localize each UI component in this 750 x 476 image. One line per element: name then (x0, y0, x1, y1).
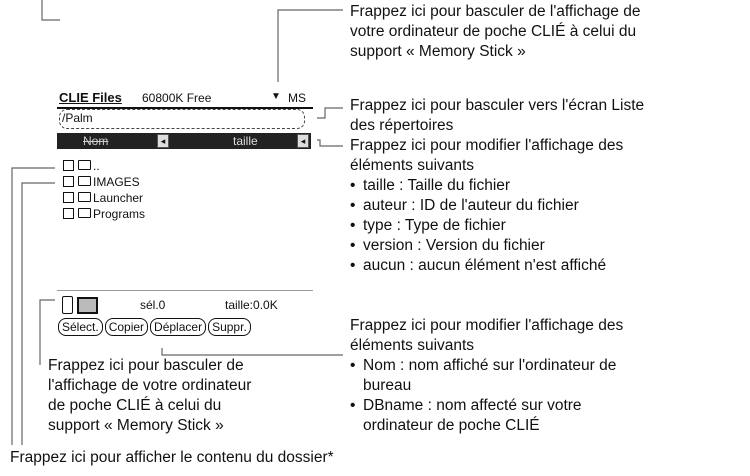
name-column-toggle-button[interactable]: ◂ (157, 134, 169, 148)
annotation-line: éléments suivants (350, 337, 475, 354)
action-button-row (58, 318, 251, 336)
checkbox[interactable] (63, 208, 74, 219)
list-item: • auteur : ID de l'auteur du fichier (350, 196, 623, 216)
name-options-list (350, 356, 623, 436)
list-item-label: .. (93, 159, 100, 173)
annotation-line: éléments suivants (350, 157, 475, 174)
select-button[interactable]: Sélect. (58, 318, 103, 336)
app-title: CLIE Files (59, 90, 122, 105)
annotation-line: de poche CLIÉ à celui du (48, 397, 222, 414)
annotation-line: des répertoires (350, 117, 454, 134)
annotation-line: votre ordinateur de poche CLIÉ à celui du (350, 23, 637, 40)
list-item: ordinateur de poche CLIÉ (363, 417, 540, 434)
list-item[interactable] (63, 190, 143, 206)
annotation-line: Frappez ici pour basculer vers l'écran Liste (350, 97, 645, 114)
clie-files-screen (55, 82, 317, 348)
path-field[interactable]: /Palm (62, 111, 93, 125)
list-item: bureau (363, 377, 412, 394)
move-button[interactable]: Déplacer (150, 318, 206, 336)
annotation-name-options (350, 316, 623, 436)
annotation-line: Frappez ici pour basculer de l'affichage de (350, 3, 641, 20)
checkbox[interactable] (63, 176, 74, 187)
list-item: • taille : Taille du fichier (350, 176, 623, 196)
column-name-header[interactable]: Nom (83, 134, 109, 148)
annotation-media-switch-bottom (48, 356, 251, 436)
handheld-device-icon[interactable] (62, 296, 73, 314)
selection-size: taille:0.0K (225, 298, 278, 312)
leader-ms (278, 10, 343, 88)
list-item-label: Programs (93, 207, 146, 221)
annotation-line: Frappez ici pour modifier l'affichage des (350, 137, 624, 154)
folder-icon (78, 192, 91, 202)
size-column-toggle-button[interactable]: ◂ (297, 134, 309, 148)
column-options-list (350, 176, 623, 276)
annotation-line: l'affichage de votre ordinateur (48, 377, 252, 394)
list-item[interactable] (63, 206, 145, 222)
list-item[interactable] (63, 174, 140, 190)
list-item: • type : Type de fichier (350, 216, 623, 236)
annotation-line: support « Memory Stick » (48, 417, 224, 434)
annotation-line: Frappez ici pour basculer de (48, 357, 244, 374)
delete-button[interactable]: Suppr. (208, 318, 251, 336)
annotation-directory-list (350, 96, 644, 136)
checkbox[interactable] (63, 160, 74, 171)
selection-count: sél.0 (140, 298, 166, 312)
list-item: • aucun : aucun élément n'est affiché (350, 256, 623, 276)
path-field-highlight[interactable] (59, 109, 305, 129)
leader-top-left (42, 0, 60, 20)
annotation-line: Frappez ici pour modifier l'affichage des (350, 317, 624, 334)
annotation-folder-contents: Frappez ici pour afficher le contenu du dossier* (10, 449, 334, 466)
list-item: • DBname : nom affecté sur votre (350, 396, 623, 416)
annotation-media-switch-top (350, 2, 640, 62)
list-item: • Nom : nom affiché sur l'ordinateur de (350, 356, 623, 376)
folder-icon (78, 208, 91, 218)
free-space: 60800K Free (142, 91, 212, 105)
folder-up-icon (78, 160, 91, 170)
checkbox[interactable] (63, 192, 74, 203)
dropdown-arrow-icon[interactable]: ▼ (271, 91, 281, 102)
bottom-divider (57, 290, 313, 291)
annotation-line: support « Memory Stick » (350, 43, 526, 60)
column-size-header[interactable]: taille (233, 134, 258, 148)
list-item-label: IMAGES (93, 175, 140, 189)
list-item: • version : Version du fichier (350, 236, 623, 256)
list-item-label: Launcher (93, 191, 144, 205)
media-selector[interactable]: MS (288, 91, 306, 105)
annotation-column-options (350, 136, 623, 276)
folder-icon (78, 176, 91, 186)
copy-button[interactable]: Copier (105, 318, 148, 336)
list-item[interactable] (63, 158, 100, 174)
memory-stick-icon[interactable] (77, 297, 98, 314)
